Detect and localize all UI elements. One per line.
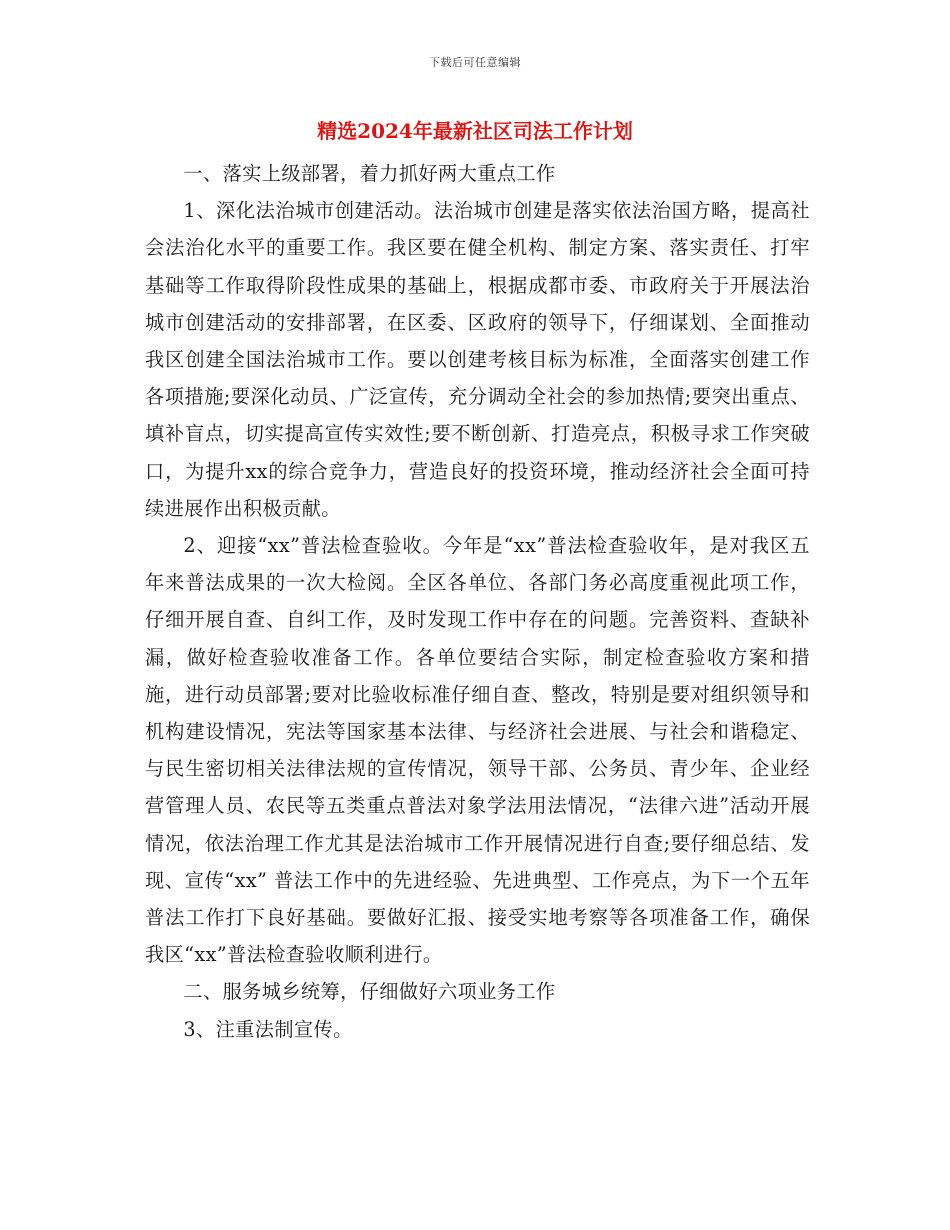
- document-body: [145, 155, 810, 1048]
- section-heading-1: 一、落实上级部署，着力抓好两大重点工作: [183, 162, 556, 185]
- section-heading-2: 二、服务城乡统筹，仔细做好六项业务工作: [183, 980, 556, 1004]
- paragraph-3: 3、注重法制宣传。: [183, 1017, 353, 1041]
- paragraph-2: 2、迎接“xx”普法检查验收。今年是“xx”普法检查验收年，是对我区五年来普法成果的一次大检阅。全区各单位、各部门务必高度重视此项工作，仔细开展自查、自纠工作，及时发现工作中存在的问题。完善资料、查缺补漏，做好检查验收准备工作。各单位要结合实际，制定检查验收方案和措施，进行动员部署;要对比验收标准仔细自查、整改，特别是要对组织领导和机构建设情况，宪法等国家基本法律、与经济社会进展、与社会和谐稳定、与民生密切相关法律法规的宣传情况，领导干部、公务员、青少年、企业经营管理人员、农民等五类重点普法对象学法用法情况，“法律六进”活动开展情况，依法治理工作尤其是法治城市工作开展情况进行自查;要仔细总结、发现、宣传“xx” 普法工作中的先进经验、先进典型、工作亮点，为下一个五年普法工作打下良好基础。要做好汇报、接受实地考察等各项准备工作，确保我区“xx”普法检查验收顺利进行。: [145, 534, 810, 967]
- paragraph-1: 1、深化法治城市创建活动。法治城市创建是落实依法治国方略，提高社会法治化水平的重要工作。我区要在健全机构、制定方案、落实责任、打牢基础等工作取得阶段性成果的基础上，根据成都市委、市政府关于开展法治城市创建活动的安排部署，在区委、区政府的领导下，仔细谋划、全面推动我区创建全国法治城市工作。要以创建考核目标为标准，全面落实创建工作各项措施;要深化动员、广泛宣传，充分调动全社会的参加热情;要突出重点、填补盲点，切实提高宣传实效性;要不断创新、打造亮点，积极寻求工作突破口，为提升xx的综合竞争力，营造良好的投资环境，推动经济社会全面可持续进展作出积极贡献。: [145, 199, 810, 520]
- document-title: 精选2024年最新社区司法工作计划: [317, 119, 633, 143]
- header-note: 下载后可任意编辑: [429, 56, 521, 69]
